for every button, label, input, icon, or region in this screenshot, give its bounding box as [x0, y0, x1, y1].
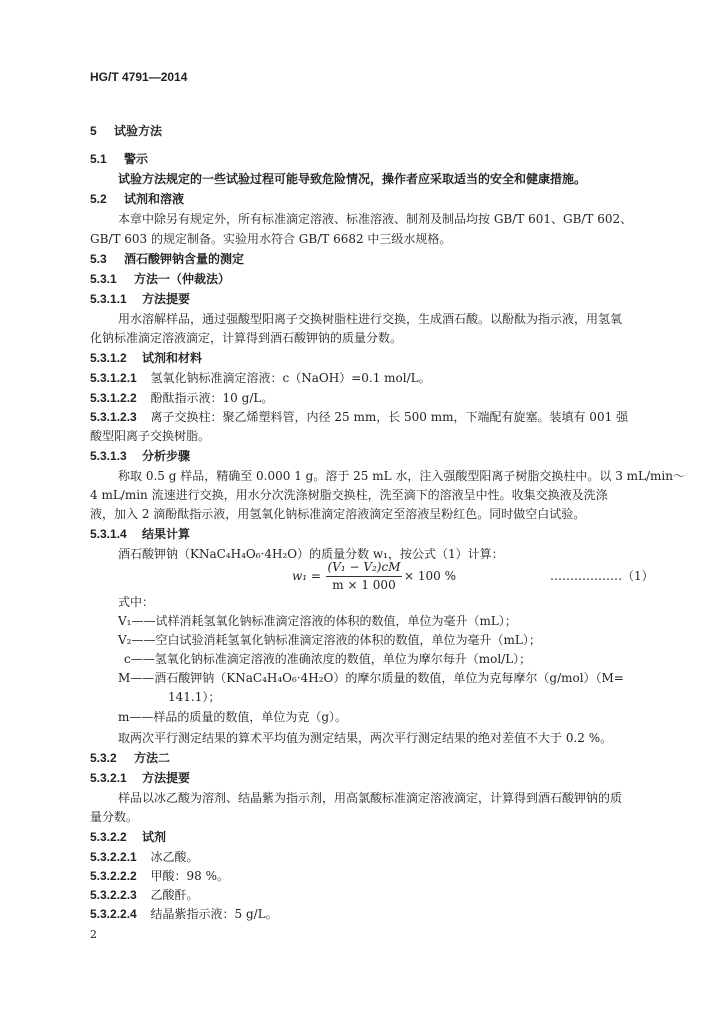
- section-heading: 5.3 酒石酸钾钠含量的测定: [90, 252, 245, 266]
- section-heading: 5.3.2 方法二: [90, 751, 171, 765]
- section-heading: 5.3.2.2 试剂: [90, 830, 167, 844]
- formula-denominator: m × 1 000: [332, 578, 396, 592]
- paragraph-line: 样品以冰乙酸为溶剂、结晶紫为指示剂，用高氯酸标准滴定溶液滴定，计算得到酒石酸钾钠的质: [118, 791, 623, 805]
- paragraph-line: 式中：: [118, 595, 155, 609]
- definition-line: V₂——空白试验消耗氢氧化钠标准滴定溶液的体积的数值，单位为毫升（mL）；: [118, 633, 541, 647]
- clause-line: 5.3.2.2.1 冰乙酸。: [90, 850, 199, 864]
- definition-line: c——氢氧化钠标准滴定溶液的准确浓度的数值，单位为摩尔每升（mol/L）；: [124, 652, 532, 666]
- paragraph-line: 酒石酸钾钠（KNaC₄H₄O₆·4H₂O）的质量分数 w₁，按公式（1）计算：: [118, 547, 504, 561]
- section-heading: 5.3.1.3 分析步骤: [90, 449, 191, 463]
- section-heading: 5.1 警示: [90, 152, 149, 166]
- formula-number: ………………（1）: [550, 569, 654, 583]
- section-heading: 5.3.1.1 方法提要: [90, 292, 191, 306]
- section-heading: [90, 124, 162, 138]
- paragraph-line: 4 mL/min 流速进行交换，用水分次洗涤树脂交换柱，洗至滴下的溶液呈中性。收集交换液及洗涤: [90, 488, 608, 502]
- clause-line: 5.3.2.2.3 乙酸酐。: [90, 888, 199, 902]
- formula-factor: × 100 %: [404, 569, 456, 583]
- paragraph-line: 取两次平行测定结果的算术平均值为测定结果，两次平行测定结果的绝对差值不大于 0.2 %。: [118, 731, 613, 745]
- section-number: 5: [90, 124, 97, 138]
- paragraph-line: GB/T 603 的规定制备。实验用水符合 GB/T 6682 中三级水规格。: [90, 232, 452, 246]
- formula-lhs: w₁ =: [292, 569, 321, 583]
- definition-line: 141.1）；: [168, 690, 221, 704]
- fraction-bar: [326, 576, 402, 577]
- clause-line: 5.3.1.2.3 离子交换柱：聚乙烯塑料管，内径 25 mm，长 500 mm，下端配有旋塞。装填有 001 强: [90, 410, 629, 424]
- formula-fraction: [326, 560, 402, 594]
- section-title: 试验方法: [114, 124, 163, 138]
- section-heading: 5.3.1 方法一（仲裁法）: [90, 272, 231, 286]
- clause-line: 5.3.2.2.2 甲酸：98 %。: [90, 869, 230, 883]
- paragraph-line: 液，加入 2 滴酚酞指示液，用氢氧化钠标准滴定溶液滴定至溶液呈粉红色。同时做空白试验。: [90, 507, 586, 521]
- definition-line: m——样品的质量的数值，单位为克（g）。: [118, 710, 348, 724]
- paragraph-line: 称取 0.5 g 样品，精确至 0.000 1 g。溶于 25 mL 水，注入强酸型阳离子树脂交换柱中。以 3 mL/min～: [118, 469, 685, 483]
- paragraph-line: 酸型阳离子交换树脂。: [90, 429, 211, 443]
- definition-line: M——酒石酸钾钠（KNaC₄H₄O₆·4H₂O）的摩尔质量的数值，单位为克每摩尔（g/mol）（M=: [118, 671, 624, 685]
- section-heading: 5.3.1.4 结果计算: [90, 527, 191, 541]
- standard-code: HG/T 4791—2014: [90, 70, 188, 84]
- paragraph-line: 用水溶解样品，通过强酸型阳离子交换树脂柱进行交换，生成酒石酸。以酚酞为指示液，用氢氧: [118, 312, 623, 326]
- formula-numerator: (V₁ − V₂)cM: [327, 560, 401, 574]
- section-heading: 5.2 试剂和溶液: [90, 192, 185, 206]
- definition-line: V₁——试样消耗氢氧化钠标准滴定溶液的体积的数值，单位为毫升（mL）；: [118, 614, 517, 628]
- clause-line: 5.3.2.2.4 结晶紫指示液：5 g/L。: [90, 907, 278, 921]
- warning-text: 试验方法规定的一些试验过程可能导致危险情况，操作者应采取适当的安全和健康措施。: [118, 172, 587, 186]
- section-heading: 5.3.1.2 试剂和材料: [90, 351, 203, 365]
- clause-line: 5.3.1.2.1 氢氧化钠标准滴定溶液：c（NaOH）=0.1 mol/L。: [90, 371, 431, 385]
- paragraph-line: 量分数。: [90, 810, 139, 824]
- paragraph-line: 本章中除另有规定外，所有标准滴定溶液、标准溶液、制剂及制品均按 GB/T 601、GB/T 602、: [118, 212, 633, 226]
- section-heading: 5.3.2.1 方法提要: [90, 771, 191, 785]
- clause-line: 5.3.1.2.2 酚酞指示液：10 g/L。: [90, 391, 274, 405]
- paragraph-line: 化钠标准滴定溶液滴定，计算得到酒石酸钾钠的质量分数。: [90, 331, 403, 345]
- page-number: 2: [90, 928, 97, 941]
